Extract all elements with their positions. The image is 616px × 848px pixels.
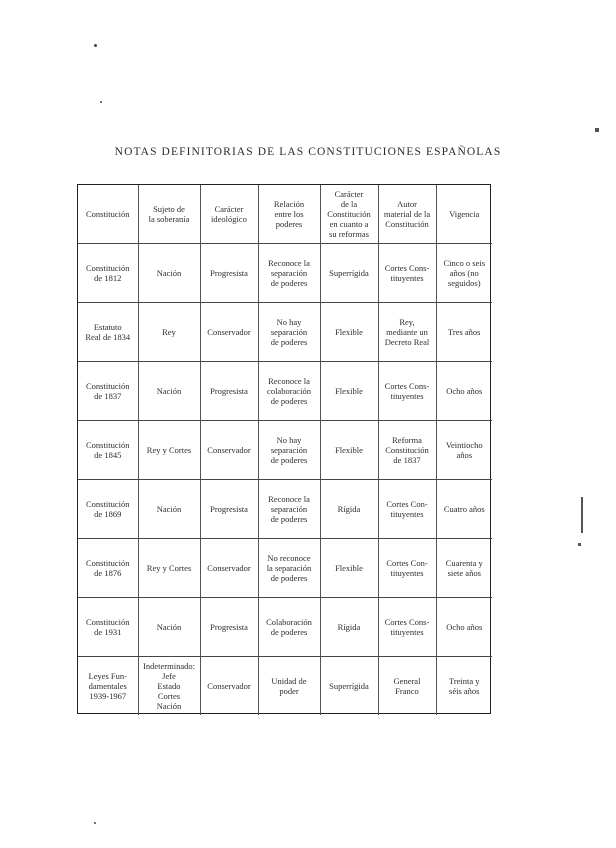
table-cell: Superrígida [320,244,378,303]
table-cell: General Franco [378,657,436,716]
table-row [78,421,492,480]
table-cell: Ocho años [436,362,492,421]
column-header: Autor material de la Constitución [378,185,436,244]
table-row [78,598,492,657]
table-cell: Progresista [200,244,258,303]
column-header: Sujeto de la soberanía [138,185,200,244]
table-cell: Superrígida [320,657,378,716]
table-cell: Cortes Cons- tituyentes [378,244,436,303]
scan-mark [595,128,599,132]
table-cell: Reforma Constitución de 1837 [378,421,436,480]
table-cell: Progresista [200,598,258,657]
table-cell: Rígida [320,598,378,657]
table-cell: Progresista [200,362,258,421]
table-cell: Constitución de 1845 [78,421,138,480]
table-cell: Rey, mediante un Decreto Real [378,303,436,362]
table-cell: Constitución de 1869 [78,480,138,539]
table-row [78,244,492,303]
table-cell: Rey y Cortes [138,539,200,598]
table-cell: Constitución de 1812 [78,244,138,303]
table-cell: Treinta y séis años [436,657,492,716]
table-cell: Rígida [320,480,378,539]
scan-speck [94,822,96,824]
table-header-row [78,185,492,244]
column-header: Carácter ideológico [200,185,258,244]
table-cell: Tres años [436,303,492,362]
table-cell: Flexible [320,303,378,362]
table-cell: Progresista [200,480,258,539]
table-cell: Rey [138,303,200,362]
constitutions-table [77,184,491,714]
table-cell: Conservador [200,657,258,716]
table-cell: Flexible [320,421,378,480]
column-header: Constitución [78,185,138,244]
table-cell: Ocho años [436,598,492,657]
column-header: Vigencia [436,185,492,244]
table-row [78,480,492,539]
table-cell: Reconoce la colaboración de poderes [258,362,320,421]
table-cell: Cinco o seis años (no seguidos) [436,244,492,303]
table-cell: Cortes Con- tituyentes [378,480,436,539]
column-header: Relación entre los poderes [258,185,320,244]
table-cell: Cuarenta y siete años [436,539,492,598]
table-cell: Reconoce la separación de poderes [258,480,320,539]
table-cell: Veintiocho años [436,421,492,480]
table-cell: Flexible [320,539,378,598]
table-cell: Nación [138,598,200,657]
table-cell: Indeterminado: Jefe Estado Cortes Nación [138,657,200,716]
scan-mark [581,497,583,533]
table-cell: Nación [138,480,200,539]
table-cell: Cortes Cons- tituyentes [378,362,436,421]
table-cell: No hay separación de poderes [258,303,320,362]
column-header: Carácter de la Constitución en cuanto a su reformas [320,185,378,244]
table-row [78,362,492,421]
scan-speck [100,101,102,103]
table-cell: Conservador [200,421,258,480]
constitutions-table-grid [78,185,492,715]
scan-speck [94,44,97,47]
table-cell: Cuatro años [436,480,492,539]
table-cell: Conservador [200,303,258,362]
table-cell: Constitución de 1837 [78,362,138,421]
table-cell: No hay separación de poderes [258,421,320,480]
table-cell: Unidad de poder [258,657,320,716]
table-cell: Colaboración de poderes [258,598,320,657]
table-cell: Estatuto Real de 1834 [78,303,138,362]
table-cell: Cortes Cons- tituyentes [378,598,436,657]
table-cell: Constitución de 1931 [78,598,138,657]
table-cell: Constitución de 1876 [78,539,138,598]
table-row [78,539,492,598]
table-cell: Flexible [320,362,378,421]
document-title: NOTAS DEFINITORIAS DE LAS CONSTITUCIONES ESPAÑOLAS [114,146,502,158]
table-row [78,303,492,362]
table-cell: Conservador [200,539,258,598]
table-cell: Reconoce la separación de poderes [258,244,320,303]
table-cell: Nación [138,362,200,421]
table-row [78,657,492,716]
scan-mark [578,543,581,546]
table-cell: Nación [138,244,200,303]
table-cell: No reconoce la separación de poderes [258,539,320,598]
table-cell: Leyes Fun- damentales 1939-1967 [88,671,127,701]
table-cell: Cortes Con- tituyentes [378,539,436,598]
table-cell: Rey y Cortes [138,421,200,480]
